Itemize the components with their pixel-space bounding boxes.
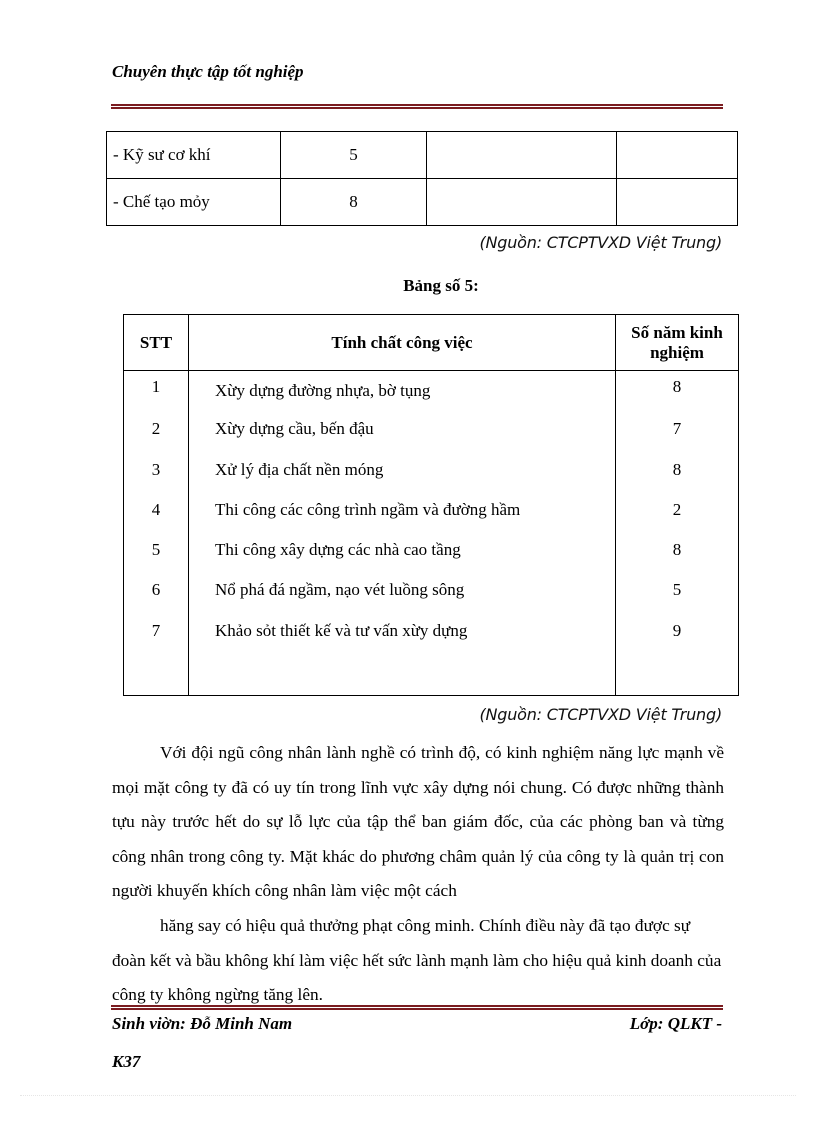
years-cell: 2 — [672, 499, 682, 519]
years-cell: 8 — [672, 377, 682, 396]
stt-cell: 1 — [151, 377, 161, 396]
years-cell: 8 — [672, 540, 682, 560]
page-edge-line — [20, 1095, 796, 1096]
table-row — [107, 132, 738, 179]
stt-cell: 6 — [151, 580, 161, 600]
stt-cell: 7 — [151, 620, 161, 640]
work-column — [189, 371, 616, 696]
footer-class: Lớp: QLKT - — [629, 1014, 722, 1033]
table-cell-empty — [617, 179, 738, 226]
paragraph: hăng say có hiệu quả thưởng phạt công minh. Chính điều này đã tạo được sự đoàn kết và bầu không khí làm việc hết sức lành mạnh làm cho hiệu quả kinh doanh của công ty không ngừng tăng lên. — [112, 915, 722, 1005]
body-text — [112, 736, 724, 1013]
years-cell: 5 — [672, 580, 682, 600]
work-cell: Thi công các công trình ngầm và đường hầm — [215, 499, 521, 519]
staff-table — [106, 131, 738, 226]
footer-class-cont: K37 — [112, 1052, 141, 1071]
header-divider — [111, 104, 723, 109]
table-cell-value: 8 — [281, 179, 427, 226]
work-cell: Xừy dựng đường nhựa, bờ tụng — [215, 381, 431, 400]
header-years-line2: nghiệm — [650, 342, 704, 362]
work-cell: Xử lý địa chất nền móng — [215, 459, 384, 479]
table-caption: Bảng số 5: — [403, 276, 479, 295]
table-header-row — [124, 315, 739, 371]
table-cell-label: - Chế tạo mỏy — [107, 179, 281, 226]
work-cell: Xừy dựng cầu, bến đậu — [215, 419, 374, 439]
footer-student: Sinh viờn: Đỗ Minh Nam — [112, 1014, 293, 1033]
header-years-line1: Số năm kinh — [631, 322, 723, 342]
stt-cell: 3 — [151, 459, 161, 479]
experience-table — [123, 314, 739, 696]
years-cell: 7 — [672, 419, 682, 439]
table-body — [124, 371, 739, 696]
header-work: Tính chất công việc — [189, 315, 616, 371]
table-cell-empty — [617, 132, 738, 179]
header-title: Chuyên thực tập tốt nghiệp — [112, 62, 304, 81]
table-cell-empty — [427, 179, 617, 226]
footer-divider — [111, 1005, 723, 1010]
header-stt: STT — [124, 315, 189, 371]
table-cell-label: - Kỹ sư cơ khí — [107, 132, 281, 179]
stt-cell: 4 — [151, 499, 161, 519]
work-cell: Nổ phá đá ngầm, nạo vét luồng sông — [215, 580, 465, 600]
work-cell: Thi công xây dựng các nhà cao tầng — [215, 540, 461, 560]
years-cell: 9 — [672, 620, 682, 640]
stt-cell: 2 — [151, 419, 161, 439]
source-note: (Nguồn: CTCPTVXD Việt Trung) — [479, 705, 722, 724]
table-row — [107, 179, 738, 226]
stt-column — [124, 371, 189, 696]
years-column — [616, 371, 739, 696]
table-cell-empty — [427, 132, 617, 179]
paragraph: Với đội ngũ công nhân lành nghề có trình độ, có kinh nghiệm năng lực mạnh về mọi mặt công ty đã có uy tín trong lĩnh vực xây dựng nói chung. Có được những thành tựu này trước hết do sự lỗ lực của tập thể ban giám đốc, của các phòng ban và từng công nhân trong công ty. Mặt khác do phương châm quản lý của công ty là quản trị con người khuyến khích công nhân làm việc một cách — [112, 743, 724, 901]
source-note: (Nguồn: CTCPTVXD Việt Trung) — [479, 233, 722, 252]
work-cell: Khảo sỏt thiết kế và tư vấn xừy dựng — [215, 620, 468, 640]
table-cell-value: 5 — [281, 132, 427, 179]
header-years — [616, 315, 739, 371]
years-cell: 8 — [672, 459, 682, 479]
stt-cell: 5 — [151, 540, 161, 560]
